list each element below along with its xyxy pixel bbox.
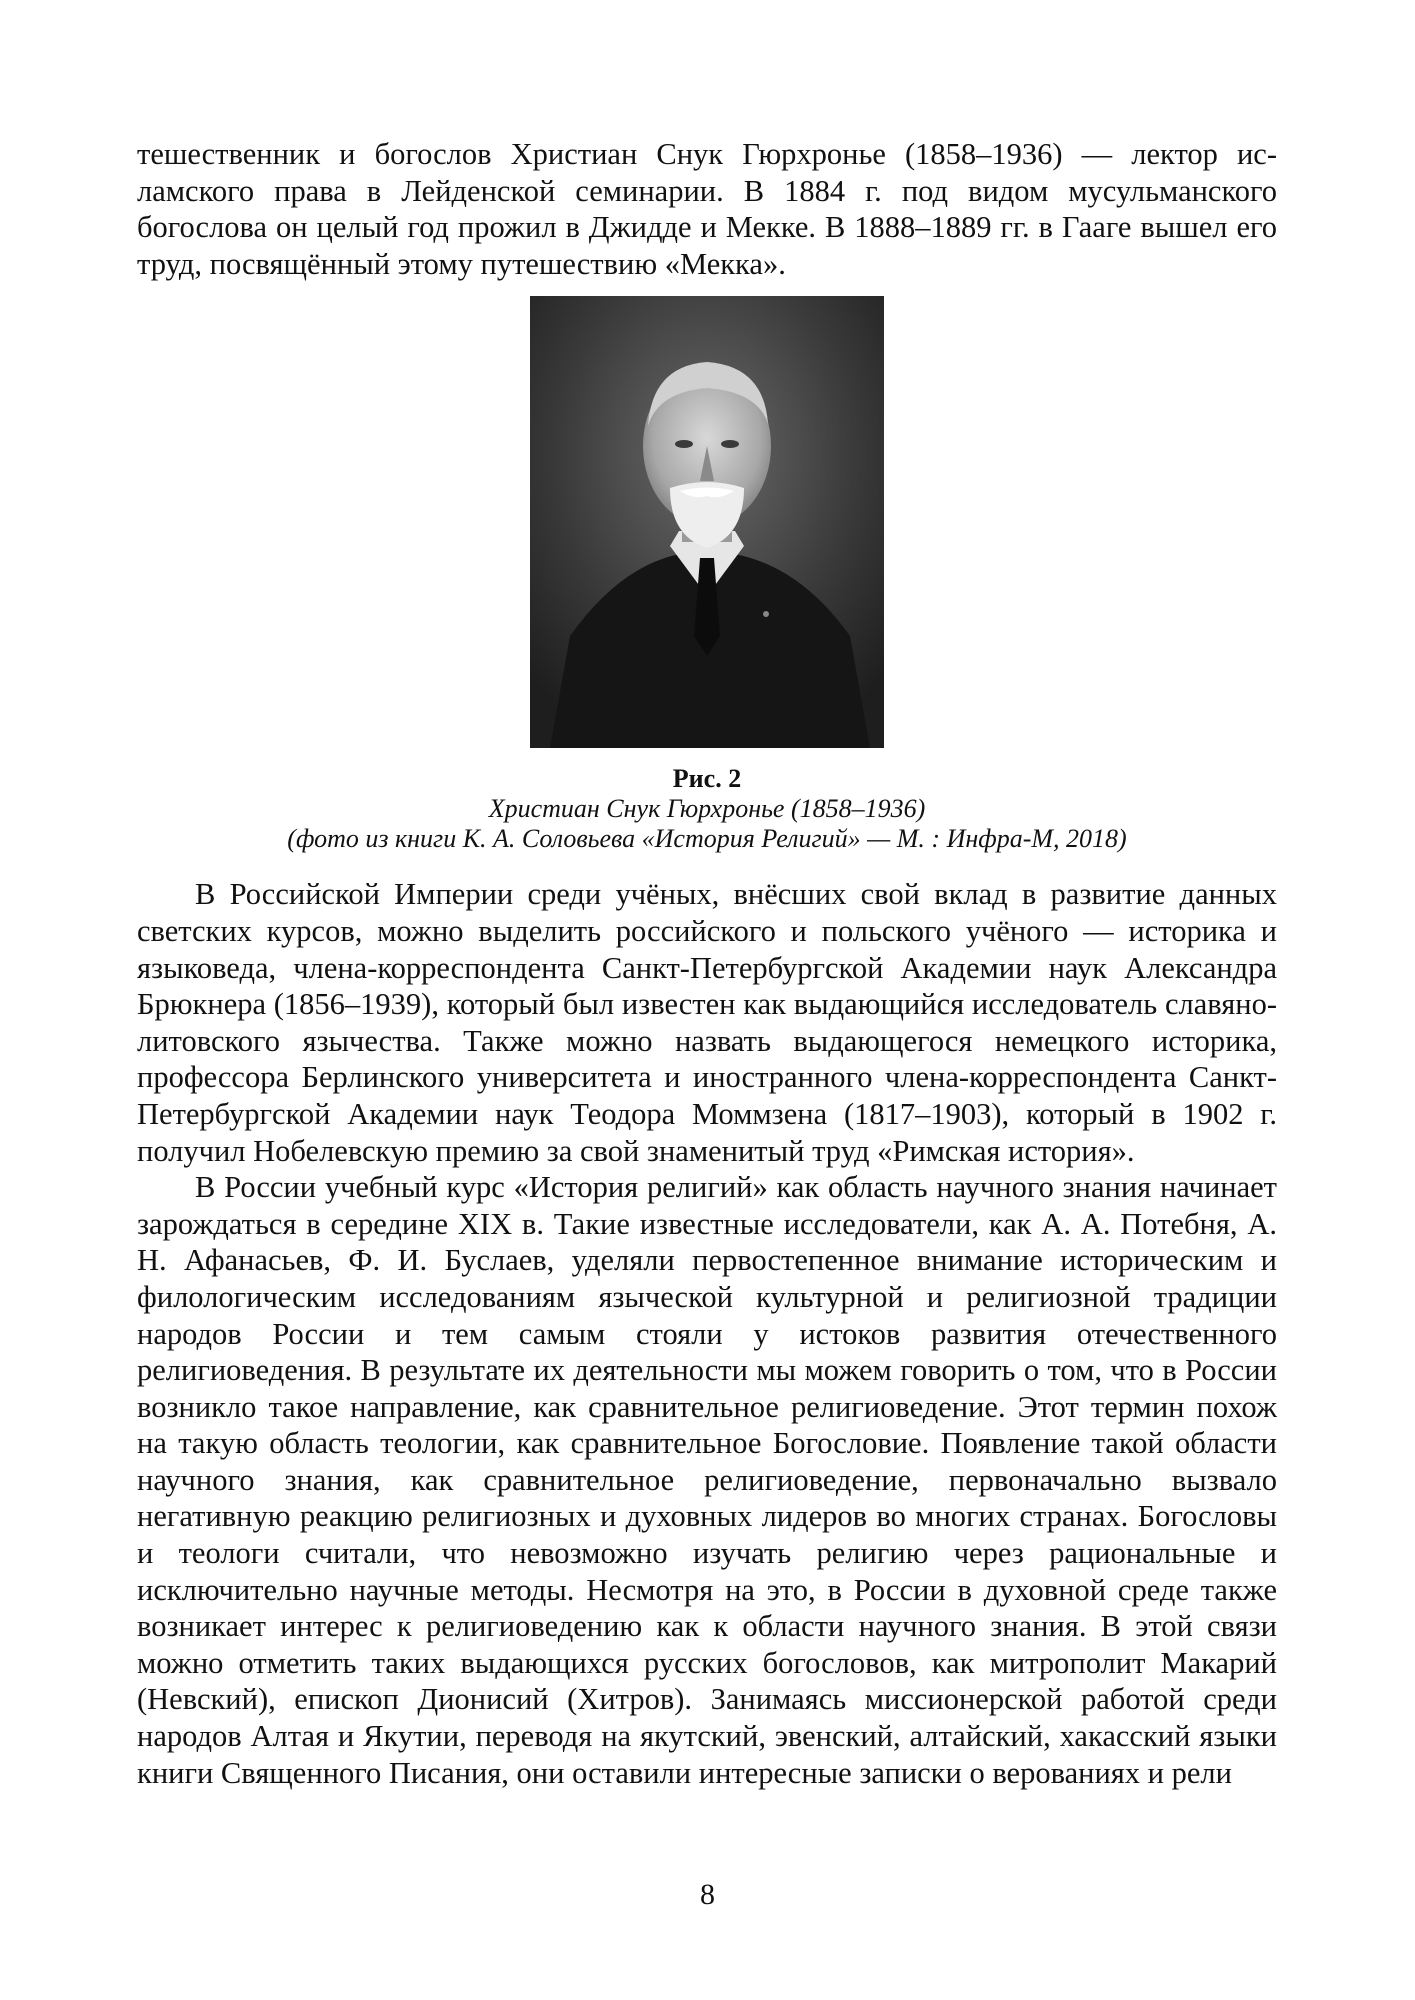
paragraph-russian-empire: В Российской Империи среди учёных, внёсших свой вклад в развитие данных светских курсов, можно выделить российского и польского учёного — историка и языковеда, члена-корреспондента Санкт-Петербургской Академии наук Александра Брюкнера (1856–1939), который был известен как выдающийся исследователь славяно-литовского язычества. Также можно назвать выдающегося немецкого историка, профессора Берлинского университета и иностранного члена-корреспондента Санкт-Петербургской Академии наук Теодора Моммзена (1817–1903), который в 1902 г. получил Нобелевскую премию за свой знаменитый труд «Римская история». [137,877,1277,1168]
portrait-photo [530,296,884,748]
figure-source: (фото из книги К. А. Соловьева «История Религий» — М. : Инфра-М, 2018) [287,824,1127,854]
paragraph-russia-course: В России учебный курс «История религий» как область научного знания начинает зарождаться в середине XIX в. Такие известные исследователи, как А. А. Потебня, А. Н. Афанасьев, Ф. И. Буслаев, уделяли первостепенное внимание историческим и филологическим исследованиям языческой культурной и религиозной традиции народов России и тем самым стояли у истоков развития отечественного религиоведения. В результате их деятельности мы можем говорить о том, что в России возникло такое направление, как сравнительное религиоведение. Этот термин похож на такую область теологии, как сравнительное Богословие. Появление такой области научного знания, как сравнительное религиоведение, первоначально вызвало негативную реакцию религиозных и духовных лидеров во многих странах. Богословы и теологи считали, что невозможно изучать религию через рациональные и исключительно научные методы. Несмотря на это, в России в духовной среде также возникает интерес к религиоведению как к области научного знания. В этой связи можно отметить таких выдающихся русских богословов, как митрополит Макарий (Невский), епископ Дионисий (Хитров). Занимаясь миссионерской работой среди народов Алтая и Якутии, переводя на якутский, эвенский, алтайский, хакасский языки книги Священного Писания, они оставили интересные записки о верованиях и рели [137,1170,1277,1790]
figure-label: Рис. 2 [672,764,742,794]
figure [137,296,1277,854]
portrait-illustration [530,296,884,748]
page-number: 8 [700,1878,715,1911]
paragraph-intro: тешественник и богослов Христиан Снук Гюрхронье (1858–1936) — лектор исламского права в Лейденской семинарии. В 1884 г. под видом мусульманского богослова он целый год прожил в Джидде и Мекке. В 1888–1889 гг. в Гааге вышел его труд, посвящённый этому путешествию «Мекка». [137,137,1277,281]
figure-caption: Христиан Снук Гюрхронье (1858–1936) [488,794,926,824]
page-content [137,136,1277,1791]
